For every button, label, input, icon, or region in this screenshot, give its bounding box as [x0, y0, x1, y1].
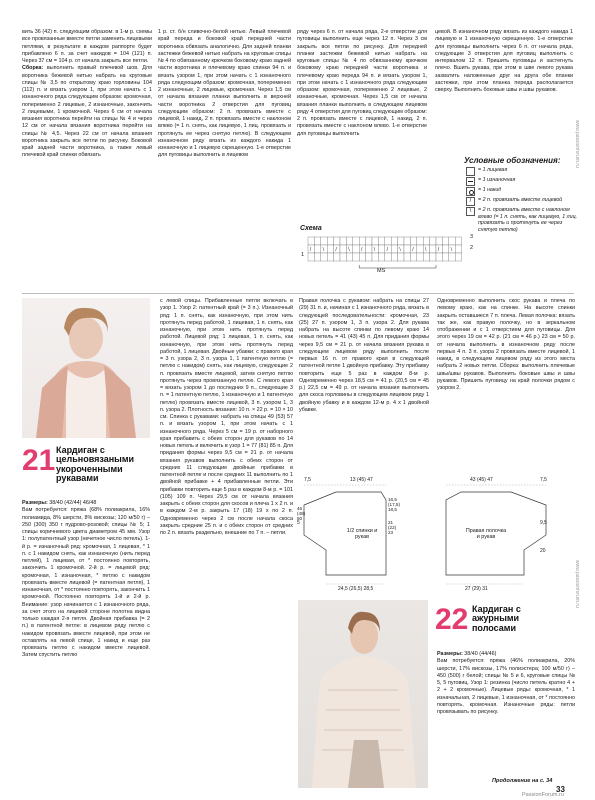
p21-col3-text: Правая полочка с рукавом: набрать на спицы 27 (29) 31 п. и, начиная с 1 изнаночного ряда, вязать в следующей последовательности: кромочная, 23 (25) 27 п. узором 1, 3 п. узора 2. Для рукава набрать на высоте спинки по левому краю 14 новых петель = 41 (43) 45 п. Для придания формы через 9,5 см = 21 р. от начала вязания рукава в следующем лицевом ряду выполнить после первых 16 п. от правого края в следующей патентной петле 1 двойную прибавку. Эту прибавку повторить еще 5 раз в каждом 8-м р. Одновременно через 18,5 см = 41 р. (20,5 см = 45 р.) 22,5 см = 49 р. от начала вязания выполнить для скоса горловины в следующем лицевом ряду 1 двойную убавку и в каждом 12-м р. 4 х 1 двойной убавке. — [299, 298, 429, 413]
chart-symbol: \ — [399, 247, 401, 253]
chart-cell — [436, 237, 442, 245]
chart-cell — [391, 237, 397, 245]
chart-cell — [372, 253, 378, 261]
chart-cell — [404, 245, 410, 253]
schema-row-3: 3 — [470, 234, 474, 240]
chart-cell — [423, 253, 429, 261]
chart-cell — [321, 237, 327, 245]
chart-cell — [423, 237, 429, 245]
schema-row-2: 2 — [470, 245, 474, 251]
chart-cell — [417, 245, 423, 253]
sizes-21: 38/40 (42/44) 46/48 — [47, 500, 97, 506]
legend-item: \ = 2 п. провязать вместе с наклоном влево (= 1 п. снять, как лицевую, 1 лиц. провязать и протянуть ее через снятую петлю) — [466, 207, 578, 233]
p22-body-text: Вам потребуется: пряжа (46% полиакрила, 20% шерсти, 17% вискозы, 17% полиэстера; 100 м/50 г) – 450 (500) г белой; спицы № 5 и 6, круговые спицы № 5, 5 пуговиц. Узор 1: резинка (число петель кратно 4 + 2 + 2 кромочные). Лицевые ряды: кромочная, * 1 изначальная, 2 лицевые, 1 изнаночная, от * постоянно повторять, кромочная. Изнаночные ряды: петли провязывать по рисунку. — [437, 658, 575, 715]
chart-cell — [378, 253, 384, 261]
pattern-title-22: Кардиган с ажурными полосами — [472, 604, 521, 633]
chart-cell — [442, 253, 448, 261]
top-col4-text: цевой. В изнаночном ряду вязать из каждого накида 1 лицевую и 1 изнаночную скрещенную. 1-е отверстие для пуговицы выполнить через 6 п. от начала ряда, следующие 3 отверстия для пуговиц выполнить с интервалом 12 п. Пришить пуговицы и застегнуть плечо. Вшить рукава, при этом в шве левого рукава захватить наложенные друг на друга обе планки застежки, при этом планка переда располагается сверху. Выполнить боковые швы и швы рукавов. — [435, 29, 573, 93]
chart-cell — [430, 245, 436, 253]
diagram-dim-l3: 5 — [297, 520, 300, 526]
diagram-dim-top-mid: 13 (45) 47 — [350, 477, 373, 483]
chart-cell — [346, 237, 352, 245]
side-watermark-top: www.passionforum.ru — [574, 120, 580, 168]
sizes-label-21: Размеры: — [22, 500, 48, 506]
chart-cell — [334, 237, 340, 245]
chart-cell — [455, 245, 461, 253]
diagram-dim-bottom-left: 24,5 (26,5) 28,5 — [338, 586, 374, 592]
chart-cell — [327, 245, 333, 253]
purl-symbol-icon — [466, 177, 475, 186]
ssk-symbol-icon: \ — [466, 207, 475, 216]
chart-cell — [398, 237, 404, 245]
p21-column-4 — [437, 298, 575, 478]
diagram-dim-l6: 9,5 — [540, 520, 547, 526]
schema-title: Схема — [300, 225, 322, 232]
chart-cell — [366, 237, 372, 245]
sizes-label-22: Размеры: — [437, 651, 463, 657]
top-col2-text: 1 р. ст. б/н сливочно-белой нитью. Левый плечевой край переда и боковой край передней части воротника обвязать аналогично. Для задней планки застежки бежевой нитью набрать на круговые спицы № 4 по обвязанному крючком боковому краю задней части воротника и плечевому краю спинки 94 п. и вязать узором 1, при этом начать с 1 изнаночного ряда следующим образом: кромочная, попеременно 2 изнаночные, 2 лицевые, кромочная. Через 1,5 см от начала вязания планки выполнить в верхней части воротника 2 отверстия для пуговиц следующим образом: 2 п. провязать вместе с лицевой, 1 накид, 2 п. провязать вместе с наклоном влево (= 1 п. снять, как лицевую, 1 лиц. провязать и протянуть ее через снятую петлю). В следующем изнаночном ряду вязать из каждого накида 1 изнаночную и 1 лицевую скрещенную. 1-е отверстие для пуговицы выполнить в лицевом — [158, 29, 291, 159]
chart-cell — [366, 245, 372, 253]
top-column-4 — [435, 29, 573, 149]
diagram-dim-top-right: 43 (45) 47 — [470, 477, 493, 483]
chart-symbol: \ — [425, 247, 427, 253]
chart-cell — [359, 253, 365, 261]
rapport-bracket — [359, 265, 436, 268]
diagram-dim-top-right-small: 7,5 — [540, 477, 547, 483]
chart-cell — [430, 253, 436, 261]
chart-cell — [417, 237, 423, 245]
chart-cell — [353, 253, 359, 261]
schema-marker-ms: MS — [377, 268, 386, 274]
model-photo-21 — [22, 298, 150, 438]
chart-cell — [404, 253, 410, 261]
chart-cell — [391, 245, 397, 253]
chart-cell — [410, 237, 416, 245]
chart-cell — [346, 253, 352, 261]
p21-column-1 — [22, 500, 150, 787]
legend-item: = 1 накид — [466, 187, 578, 196]
chart-cell — [385, 237, 391, 245]
chart-cell — [430, 237, 436, 245]
legend-item: / = 2 п. провязать вместе лицевой — [466, 197, 578, 206]
diagram-label-front: Правая полочка и рукав — [465, 528, 507, 540]
chart-cell — [340, 245, 346, 253]
p21-col1-text: Вам потребуется: пряжа (68% полиакрила, 16% полиамида, 8% шерсти, 8% вискозы; 120 м/50 г) – 250 (300) 350 г пудрово-розовой; спицы № 5; 1 спицы коричневого цвета диаметром 45 мм. Узор 1: полупатентный узор (нечетное число петель). 1-й р. = изнаночный ряд: кромочная, 1 лицевая, * 1 п. с 1 накидом снять, как изнаночную (нить перед петлей), 1 лицевая, от * постоянно повторять, закончить 1 кромочной. 2-й р. = лицевой ряд: кромочная, 1 изнаночная, * петлю с накидом провязать вместе лицевой (= патентная петля), 1 изнаночная, от * постоянно повторять, закончить 1 кромочной. Постоянно повторять 1-й и 2-й р. Внимание: узор начинается с 1 изнаночного ряда, за счет этого на лицевой стороне полотна видна только каждая 2-я петля. Двойная прибавка (= 2 п.) в патентной петле: в лицевом ряду петлю с накидом провязать вместе лицевой, при этом не оставлять на левой спице, 1 накид и еще раз провязать петлю с накидом вместе лицевой. Затем спустить петлю — [22, 507, 150, 659]
chart-cell — [314, 253, 320, 261]
section-divider — [22, 293, 574, 294]
chart-cell — [340, 237, 346, 245]
chart-cell — [436, 253, 442, 261]
chart-symbol: / — [437, 247, 440, 253]
chart-symbol: / — [335, 247, 337, 253]
chart-cell — [449, 237, 455, 245]
top-column-3 — [297, 29, 427, 223]
chart-cell — [359, 237, 365, 245]
chart-cell — [404, 237, 410, 245]
chart-cell — [372, 237, 378, 245]
diagram-dim-top-left: 7,5 — [304, 477, 311, 483]
chart-cell — [410, 253, 416, 261]
chart-cell — [455, 253, 461, 261]
chart-symbol: / — [412, 247, 414, 253]
chart-cell — [321, 253, 327, 261]
chart-cell — [334, 253, 340, 261]
diagram-dim-l5: 20 — [540, 548, 546, 554]
p21-column-2 — [160, 298, 293, 787]
legend-item: = 1 изнаночная — [466, 177, 578, 186]
k2tog-symbol-icon: / — [466, 197, 475, 206]
p21-col4-text: Одновременно выполнить скос рукава и плеча по левому краю, как на спинке. На высоте спинки закрыть оставшиеся 7 п. плеча. Левая полочка: вязать так же, как правую полочку, но в зеркальном отображении и с 1 отверстием для пуговицы. Для этого через 19 см = 42 р. (21 см = 46 р.) 23 см = 50 р. от начала выполнить в изнаночном ряду после первых 4 п. 3 п. узора 2 провязать вместе лицевой, 1 накид, в следующем лицевом ряду из этого места набрать 2 новых петли. Сборка: выполнить плечевые швы/швы рукавов. Выполнить боковые швы и швы рукавов. Пришить пуговицу на край полочки рядом с узором 2. — [437, 298, 575, 391]
p22-column — [437, 651, 575, 777]
chart-cell — [366, 253, 372, 261]
chart-symbol: / — [309, 247, 312, 253]
legend-list — [466, 167, 578, 233]
chart-cell — [314, 245, 320, 253]
chart-symbol: \ — [450, 247, 452, 253]
legend-title: Условные обозначения: — [464, 156, 561, 165]
assembly-heading: Сборка: — [22, 65, 44, 72]
diagram-dim-bottom-right: 27 (29) 31 — [465, 586, 488, 592]
chart-cell — [378, 237, 384, 245]
p21-col2-text: с левой спицы. Прибавленные петли включать в узор 1. Узор 2: патентный край (= 3 п.). Изнаночный ряд: 1 п. снять, как изнаночную, при этом нить протянуть перед работой, 1 лицевая, 1 п. снять, как изнаночную, при этом нить протянуть перед работой. Лицевой ряд: 1 лицевая, 1 п. снять, как изнаночную, при этом нить протянуть перед работой, 1 лицевая. Двойные убавки: с правого края = 3 п. узора 2, 3 п. узора 1, 1 патентную петлю (= петлю с накидом) снять, как лицевую, следующие 2 п. провязать вместе лицевой, затем снятую петлю протянуть через провязанную петлю. С левого края = вязать узором 1 до последних 9 п., следующие 3 п. = 1 патентную петлю, 1 изнаночную и 1 патентную петлю) провязать вместе лицевой, 3 п. узором 1, 3 п. узора 2. Плотность вязания: 10 п. × 22 р. = 10 × 10 см. Спинка с рукавами: набрать на спицы 49 (53) 57 п. и вязать узором 1, при этом начать с 1 изнаночного ряда. Через 5 см = 19 р. от наборного края прибавить с обеих сторон для рукавов по 14 новых петель и включить в узор 1 = 77 (81) 85 п. Для придания формы через 9,5 см = 21 р. от начала вязания рукавов выполнить с обеих сторон от средних 11 следующие двойные прибавки в патентной петле и после средних 11 выполнить по 1 двойной прибавке + 4 прибавленные петли. Эти прибавки повторить еще 5 раз в каждом 8-м р. = 101 (105) 109 п. Через 29,5 см от начала вязания закрыть с обеих сторон для скосов и плеча 1 х 2 п. и в каждом 2-м р. закрыть 17 (18) 19 х по 2 п. Одновременно через 2 см после начала скоса закрыть средние 25 п. и с обеих сторон от средних по 2 п. вязать раздельно, внешние по 7 п. – петли. — [160, 298, 293, 536]
chart-cell — [340, 253, 346, 261]
chart-cell — [353, 237, 359, 245]
top-col1b-text: выполнить правый плечевой шов. Для воротника бежевой нитью набрать на круговые спицы № 3,5 по открытому краю горловины 104 (112) п. и вязать узором 1, при этом начать с 1 изнаночного ряда следующим образом: кромочная, попеременно 2 лицевые, 2 изнаночные, закончить 2 лицевыми, 1 кромочной. Через 6 см от начала вязания воротника перейти на спицы № 4 и через 12 см от начала вязания воротника перейти на спицы № 4,5. Через 22 см от начала вязания воротника закрыть все петли по рисунку. Боковой край задней части воротника, а также левый плечевой край спинки обвязать — [22, 65, 152, 159]
diagram-dim-l1: 16,5 (17,5) 18,5 — [388, 497, 401, 512]
chart-cell — [327, 237, 333, 245]
chart-symbol: / — [386, 247, 388, 253]
sizes-22: 38/40 (44/46) — [462, 651, 497, 657]
schema-row-1: 1 — [301, 252, 305, 258]
chart-cell — [455, 237, 461, 245]
chart-cell — [417, 253, 423, 261]
pattern-number-22: 22 — [435, 603, 469, 636]
diagram-dim-l4: 46 (48) 50 — [297, 506, 306, 521]
watermark: PassionForum.ru — [522, 792, 564, 798]
page-number: 33 — [556, 785, 565, 794]
chart-symbol: \ — [373, 247, 376, 253]
chart-cell — [314, 237, 320, 245]
top-column-1 — [22, 29, 152, 289]
top-column-2 — [158, 29, 291, 289]
chart-cell — [442, 245, 448, 253]
top-col3-text: ряду через 6 п. от начала ряда, 2-е отверстие для пуговицы выполнить еще через 12 п. Через 3 см закрыть все петли по рисунку. Для передней планки застежки бежевой нитью набрать на круговые спицы № 4 по обвязанному крючком боковому краю передней части воротника и плечевому краю переда 94 п. и вязать узором 1, при этом начать с 1 изнаночного ряда следующим образом: кромочная, попеременно 2 лицевые, 2 изнаночные, кромочная. Через 1,5 см от начала вязания планки выполнить в следующем лицевом ряду 4 отверстия для пуговиц следующим образом: 2 п. провязать вместе с лицевой, 1 накид, 2 п. провязать вместе с наклоном влево. 1-е отверстие для пуговицы выполнить — [297, 29, 427, 137]
chart-cell — [308, 253, 314, 261]
pattern-number-21: 21 — [22, 444, 56, 477]
chart-symbol: \ — [322, 247, 324, 253]
pattern-title-21: Кардиган с цельновязаными укороченными рукавами — [56, 445, 135, 484]
diagram-dim-l2: 21 (22) 23 — [388, 520, 397, 535]
yarn-over-symbol-icon — [466, 187, 475, 196]
knit-symbol-icon — [466, 167, 475, 176]
chart-cell — [308, 237, 314, 245]
chart-cell — [327, 253, 333, 261]
legend-item: = 1 лицевая — [466, 167, 578, 176]
chart-cell — [449, 253, 455, 261]
chart-symbol: \ — [348, 247, 350, 253]
chart-cell — [353, 245, 359, 253]
model-photo-22 — [298, 600, 428, 788]
continued-note: Продолжение на с. 34 — [492, 778, 553, 784]
chart-cell — [378, 245, 384, 253]
chart-cell — [391, 253, 397, 261]
chart-cell — [398, 253, 404, 261]
p21-column-3 — [299, 298, 429, 478]
chart-symbol: / — [361, 247, 363, 253]
chart-cell — [442, 237, 448, 245]
chart-cell — [385, 253, 391, 261]
diagram-label-back: 1/2 спинки и рукав — [346, 528, 378, 540]
side-watermark-bottom: www.passionforum.ru — [574, 560, 580, 608]
top-col1-text: вить 36 (42) п. следующим образом: в 1-м р. схемы все провязанные вместе петли заменить лицевыми петлями, в результате в каждом раппорте будет прибавлено 6 п. за счет накидов = 104 (121) п. Через 37 см = 104 р. от начала закрыть все петли. — [22, 29, 152, 64]
